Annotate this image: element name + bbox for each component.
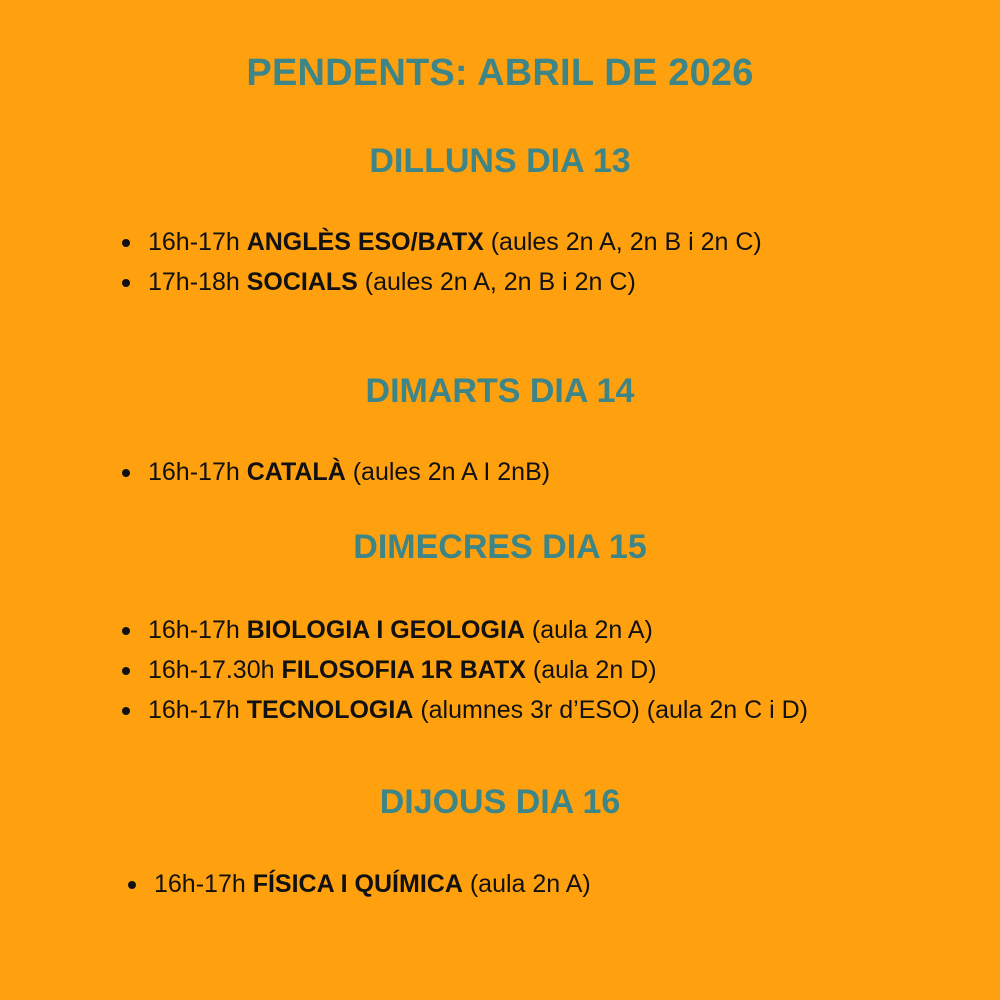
- item-subject: FÍSICA I QUÍMICA: [252, 870, 463, 898]
- day-list-thursday: [124, 864, 591, 904]
- item-detail: (alumnes 3r d’ESO) (aula 2n C i D): [420, 696, 808, 724]
- item-detail: (aules 2n A, 2n B i 2n C): [490, 228, 762, 256]
- item-time: 17h-18h: [148, 268, 240, 296]
- item-time: 16h-17.30h: [148, 656, 275, 684]
- page-title: PENDENTS: ABRIL DE 2026: [246, 52, 754, 94]
- day-heading-thursday: DIJOUS DIA 16: [379, 783, 621, 821]
- list-item: [118, 452, 550, 492]
- list-item: [118, 650, 808, 690]
- item-time: 16h-17h: [154, 870, 246, 898]
- day-list-wednesday: [118, 610, 808, 730]
- item-subject: FILOSOFIA 1R BATX: [281, 656, 526, 684]
- item-subject: CATALÀ: [246, 458, 346, 486]
- item-subject: BIOLOGIA I GEOLOGIA: [246, 616, 525, 644]
- item-subject: ANGLÈS ESO/BATX: [246, 228, 484, 256]
- item-time: 16h-17h: [148, 616, 240, 644]
- item-detail: (aules 2n A, 2n B i 2n C): [364, 268, 636, 296]
- list-item: [118, 610, 808, 650]
- item-detail: (aula 2n A): [531, 616, 653, 644]
- item-subject: TECNOLOGIA: [246, 696, 414, 724]
- item-time: 16h-17h: [148, 458, 240, 486]
- day-heading-monday: DILLUNS DIA 13: [369, 142, 631, 180]
- item-detail: (aula 2n D): [532, 656, 657, 684]
- item-subject: SOCIALS: [246, 268, 358, 296]
- item-detail: (aula 2n A): [469, 870, 591, 898]
- day-heading-tuesday: DIMARTS DIA 14: [365, 372, 635, 410]
- item-time: 16h-17h: [148, 228, 240, 256]
- list-item: [124, 864, 591, 904]
- list-item: [118, 690, 808, 730]
- item-detail: (aules 2n A I 2nB): [352, 458, 551, 486]
- day-heading-wednesday: DIMECRES DIA 15: [353, 528, 647, 566]
- list-item: [118, 222, 762, 262]
- day-list-tuesday: [118, 452, 550, 492]
- day-list-monday: [118, 222, 762, 302]
- list-item: [118, 262, 762, 302]
- item-time: 16h-17h: [148, 696, 240, 724]
